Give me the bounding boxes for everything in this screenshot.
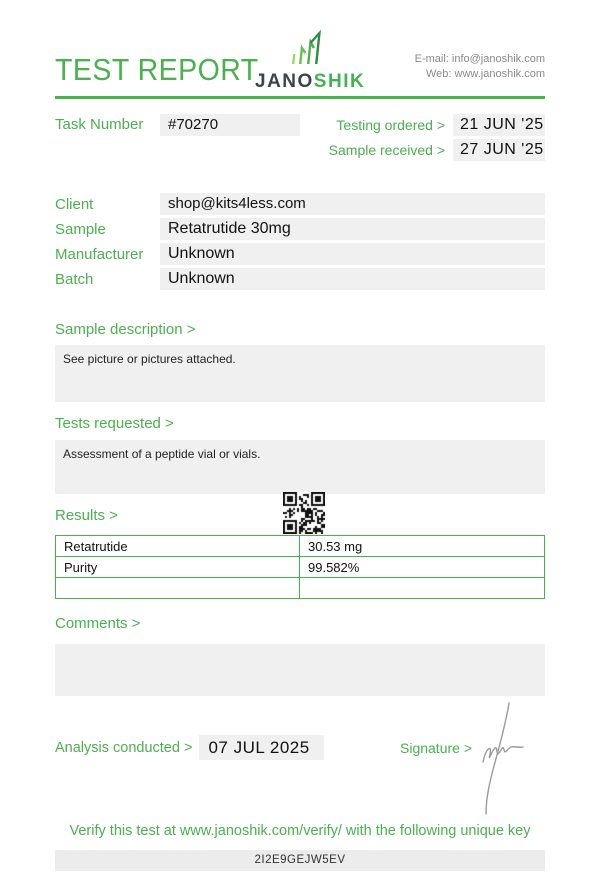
sample-value: Retatrutide 30mg [160, 218, 545, 240]
janoshik-logo [255, 28, 366, 93]
sample-received-value: 27 JUN '25 [453, 139, 545, 161]
manufacturer-label: Manufacturer [55, 246, 144, 263]
batch-value: Unknown [160, 268, 545, 290]
sample-description-heading: Sample description > [55, 321, 196, 338]
result-name: Retatrutide [56, 536, 300, 557]
manufacturer-value: Unknown [160, 243, 545, 265]
web-line: Web: www.janoshik.com [425, 68, 545, 80]
client-value: shop@kits4less.com [160, 193, 545, 215]
header-divider [55, 96, 545, 99]
result-name: Purity [56, 557, 300, 578]
results-table [55, 535, 545, 599]
sample-received-row [329, 139, 545, 161]
contact-info [415, 52, 545, 82]
result-name [56, 578, 300, 599]
testing-ordered-row [336, 114, 545, 136]
testing-ordered-value: 21 JUN '25 [453, 114, 545, 136]
analysis-conducted-label: Analysis conducted > [55, 739, 193, 756]
email-line: E-mail: info@janoshik.com [414, 53, 545, 65]
batch-label: Batch [55, 271, 94, 288]
testing-ordered-label: Testing ordered > [336, 117, 445, 133]
signature-scribble [473, 700, 533, 823]
page-title: TEST REPORT [55, 52, 259, 87]
result-value [300, 578, 545, 599]
comments-box [55, 644, 545, 696]
growth-chart-icon [277, 53, 329, 70]
qr-code-icon [283, 492, 325, 534]
logo-text-shik: SHIK [313, 71, 366, 92]
logo-wordmark [255, 71, 366, 93]
sample-description-text: See picture or pictures attached. [63, 352, 236, 366]
logo-text-jano: JANO [255, 71, 314, 92]
tests-requested-box [55, 440, 545, 494]
sample-description-box [55, 345, 545, 402]
signature-label: Signature > [400, 740, 472, 756]
analysis-conducted-row [55, 735, 324, 760]
table-row [56, 557, 545, 578]
verify-text: Verify this test at www.janoshik.com/verify/ with the following unique key [69, 823, 531, 839]
result-value: 30.53 mg [300, 536, 545, 557]
task-number-label: Task Number [55, 116, 144, 133]
task-number-value: #70270 [160, 114, 300, 136]
analysis-date-value: 07 JUL 2025 [199, 735, 323, 760]
tests-requested-heading: Tests requested > [55, 415, 174, 432]
table-row [56, 578, 545, 599]
unique-key-value: 2I2E9GEJW5EV [55, 850, 545, 871]
client-label: Client [55, 196, 94, 213]
sample-received-label: Sample received > [328, 142, 445, 158]
comments-heading: Comments > [55, 615, 141, 632]
sample-label: Sample [55, 221, 106, 238]
results-heading: Results > [55, 507, 118, 524]
tests-requested-text: Assessment of a peptide vial or vials. [63, 447, 261, 461]
table-row [56, 536, 545, 557]
result-value: 99.582% [300, 557, 545, 578]
